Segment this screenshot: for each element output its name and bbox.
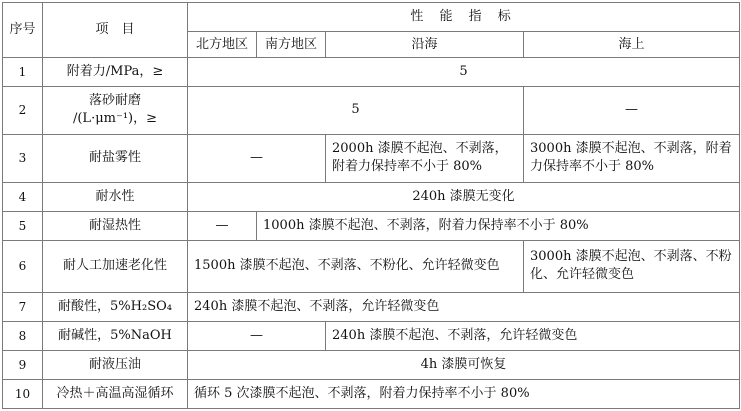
row-item xyxy=(43,87,188,135)
table-row xyxy=(3,292,740,321)
header-north: 北方地区 xyxy=(188,32,257,58)
row-item: 耐盐雾性 xyxy=(43,134,188,182)
row-value-land: — xyxy=(188,134,326,182)
table-row xyxy=(3,240,740,292)
header-offshore: 海上 xyxy=(524,32,740,58)
row-number: 4 xyxy=(3,182,43,211)
row-item-line2: /(L·μm⁻¹)，≥ xyxy=(72,111,158,127)
row-item: 耐人工加速老化性 xyxy=(43,240,188,292)
table-row xyxy=(3,182,740,211)
row-value-all: 240h 漆膜不起泡、不剥落，允许轻微变色 xyxy=(188,292,740,321)
row-value-inland: — xyxy=(188,321,326,350)
row-item: 耐液压油 xyxy=(43,350,188,379)
row-number: 3 xyxy=(3,134,43,182)
row-item: 耐碱性，5%NaOH xyxy=(43,321,188,350)
performance-spec-table xyxy=(2,2,740,409)
row-item-line1: 落砂耐磨 xyxy=(88,93,141,109)
table-row xyxy=(3,134,740,182)
header-item: 项 目 xyxy=(43,3,188,58)
row-value-all: 循环 5 次漆膜不起泡、不剥落，附着力保持率不小于 80% xyxy=(188,379,740,408)
header-south: 南方地区 xyxy=(257,32,326,58)
row-number: 9 xyxy=(3,350,43,379)
row-number: 6 xyxy=(3,240,43,292)
row-number: 2 xyxy=(3,87,43,135)
row-item: 耐酸性，5%H₂SO₄ xyxy=(43,292,188,321)
row-value-all: 4h 漆膜可恢复 xyxy=(188,350,740,379)
row-value-land: 5 xyxy=(188,87,524,135)
row-item: 耐水性 xyxy=(43,182,188,211)
row-item: 冷热＋高温高湿循环 xyxy=(43,379,188,408)
row-value-coastal: 2000h 漆膜不起泡、不剥落，附着力保持率不小于 80% xyxy=(326,134,524,182)
row-value-offshore: 3000h 漆膜不起泡、不剥落，附着力保持率不小于 80% xyxy=(524,134,740,182)
row-number: 5 xyxy=(3,211,43,240)
row-number: 7 xyxy=(3,292,43,321)
row-value-all: 240h 漆膜无变化 xyxy=(188,182,740,211)
row-value-rest: 240h 漆膜不起泡、不剥落，允许轻微变色 xyxy=(326,321,740,350)
table-row xyxy=(3,211,740,240)
header-performance: 性 能 指 标 xyxy=(188,3,740,32)
header-row-top xyxy=(3,3,740,32)
row-number: 8 xyxy=(3,321,43,350)
table-row xyxy=(3,321,740,350)
header-seq: 序号 xyxy=(3,3,43,58)
row-value-offshore: — xyxy=(524,87,740,135)
row-value-land: 1500h 漆膜不起泡、不剥落、不粉化、允许轻微变色 xyxy=(188,240,524,292)
header-coastal: 沿海 xyxy=(326,32,524,58)
row-item: 耐湿热性 xyxy=(43,211,188,240)
row-value-offshore: 3000h 漆膜不起泡、不剥落、不粉化、允许轻微变色 xyxy=(524,240,740,292)
table-row xyxy=(3,350,740,379)
table-row xyxy=(3,87,740,135)
row-number: 10 xyxy=(3,379,43,408)
row-value-rest: 1000h 漆膜不起泡、不剥落，附着力保持率不小于 80% xyxy=(257,211,740,240)
row-value-all: 5 xyxy=(188,58,740,87)
table-row xyxy=(3,379,740,408)
table-row xyxy=(3,58,740,87)
row-value-north: — xyxy=(188,211,257,240)
row-item: 附着力/MPa，≥ xyxy=(43,58,188,87)
row-number: 1 xyxy=(3,58,43,87)
